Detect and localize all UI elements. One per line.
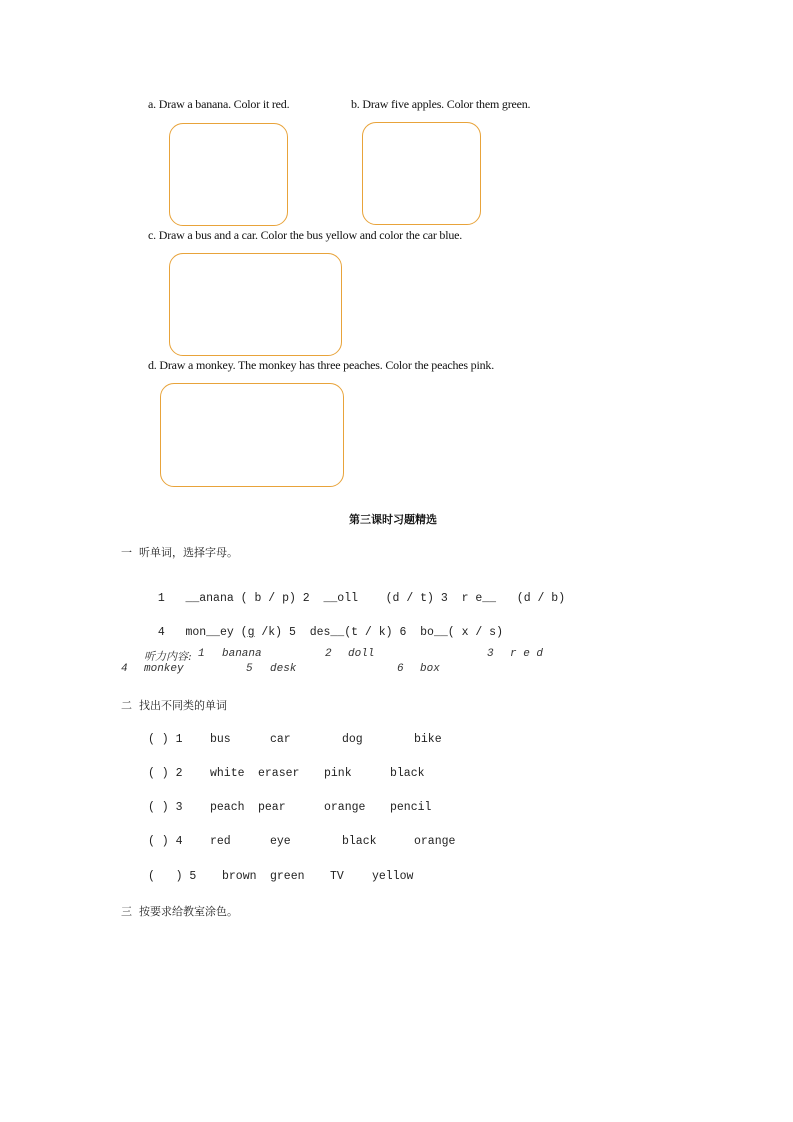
drawing-box-d — [160, 383, 344, 487]
listening-word-2: doll — [348, 648, 375, 660]
task-d-instruction: d. Draw a monkey. The monkey has three peaches. Color the peaches pink. — [148, 358, 495, 372]
listening-num-1: 1 — [198, 648, 205, 660]
word: yellow — [372, 870, 414, 883]
item-number: 4 — [157, 626, 165, 639]
word: eraser — [258, 767, 300, 780]
listening-label: 听力内容: — [144, 650, 192, 663]
item-word: des__ — [309, 626, 345, 639]
item-word: bo__ — [420, 626, 448, 639]
listening-word-6: box — [420, 663, 440, 675]
word: black — [342, 835, 377, 848]
item-choices: (t / k) — [344, 626, 393, 639]
part1-row-2 — [144, 613, 503, 639]
task-a-instruction: a. Draw a banana. Color it red. — [148, 97, 290, 111]
part1-heading: 一 听单词，选择字母。 — [121, 546, 238, 559]
item-choice-underlined: g — [247, 626, 255, 639]
item-choices-open: ( — [240, 626, 248, 639]
word: TV — [330, 870, 344, 883]
answer-bracket[interactable]: ( ) 1 — [148, 733, 183, 746]
item-number: 6 — [399, 626, 407, 639]
word: bike — [414, 733, 442, 746]
word: brown — [222, 870, 257, 883]
drawing-box-b — [362, 122, 481, 225]
task-c-instruction: c. Draw a bus and a car. Color the bus yellow and color the car blue. — [148, 228, 463, 242]
section-title: 第三课时习题精选 — [349, 513, 437, 526]
word: white — [210, 767, 245, 780]
listening-num-4: 4 — [121, 663, 128, 675]
item-number: 5 — [288, 626, 296, 639]
drawing-box-c — [169, 253, 342, 356]
item-word: __anana — [185, 592, 234, 605]
item-choices: ( x / s) — [447, 626, 503, 639]
answer-bracket[interactable]: ( ) 5 — [148, 870, 197, 883]
part1-row-1 — [144, 579, 565, 605]
item-choices-close: /k) — [254, 626, 283, 639]
word: orange — [324, 801, 366, 814]
item-number: 3 — [440, 592, 448, 605]
item-choices: (d / t) — [385, 592, 434, 605]
listening-num-3: 3 — [487, 648, 494, 660]
answer-bracket[interactable]: ( ) 2 — [148, 767, 183, 780]
item-number: 2 — [302, 592, 310, 605]
word: green — [270, 870, 305, 883]
item-word: __oll — [323, 592, 359, 605]
task-b-instruction: b. Draw five apples. Color them green. — [351, 97, 531, 111]
listening-num-6: 6 — [397, 663, 404, 675]
word: car — [270, 733, 291, 746]
answer-bracket[interactable]: ( ) 3 — [148, 801, 183, 814]
item-word: r e__ — [461, 592, 497, 605]
part3-heading: 三 按要求给教室涂色。 — [121, 905, 238, 918]
word: eye — [270, 835, 291, 848]
item-choices: (d / b) — [516, 592, 566, 605]
word: pencil — [390, 801, 432, 814]
word: orange — [414, 835, 456, 848]
listening-word-3: r e d — [510, 648, 544, 660]
item-word: mon__ey — [185, 626, 234, 639]
word: bus — [210, 733, 231, 746]
word: red — [210, 835, 231, 848]
listening-num-5: 5 — [246, 663, 253, 675]
listening-word-4: monkey — [144, 663, 184, 675]
drawing-box-a — [169, 123, 288, 226]
word: pink — [324, 767, 352, 780]
word: black — [390, 767, 425, 780]
part2-heading: 二 找出不同类的单词 — [121, 699, 227, 712]
listening-word-5: desk — [270, 663, 297, 675]
listening-word-1: banana — [222, 648, 262, 660]
item-number: 1 — [157, 592, 165, 605]
word: dog — [342, 733, 363, 746]
answer-bracket[interactable]: ( ) 4 — [148, 835, 183, 848]
word: pear — [258, 801, 286, 814]
item-choices: ( b / p) — [240, 592, 296, 605]
word: peach — [210, 801, 245, 814]
listening-num-2: 2 — [325, 648, 332, 660]
